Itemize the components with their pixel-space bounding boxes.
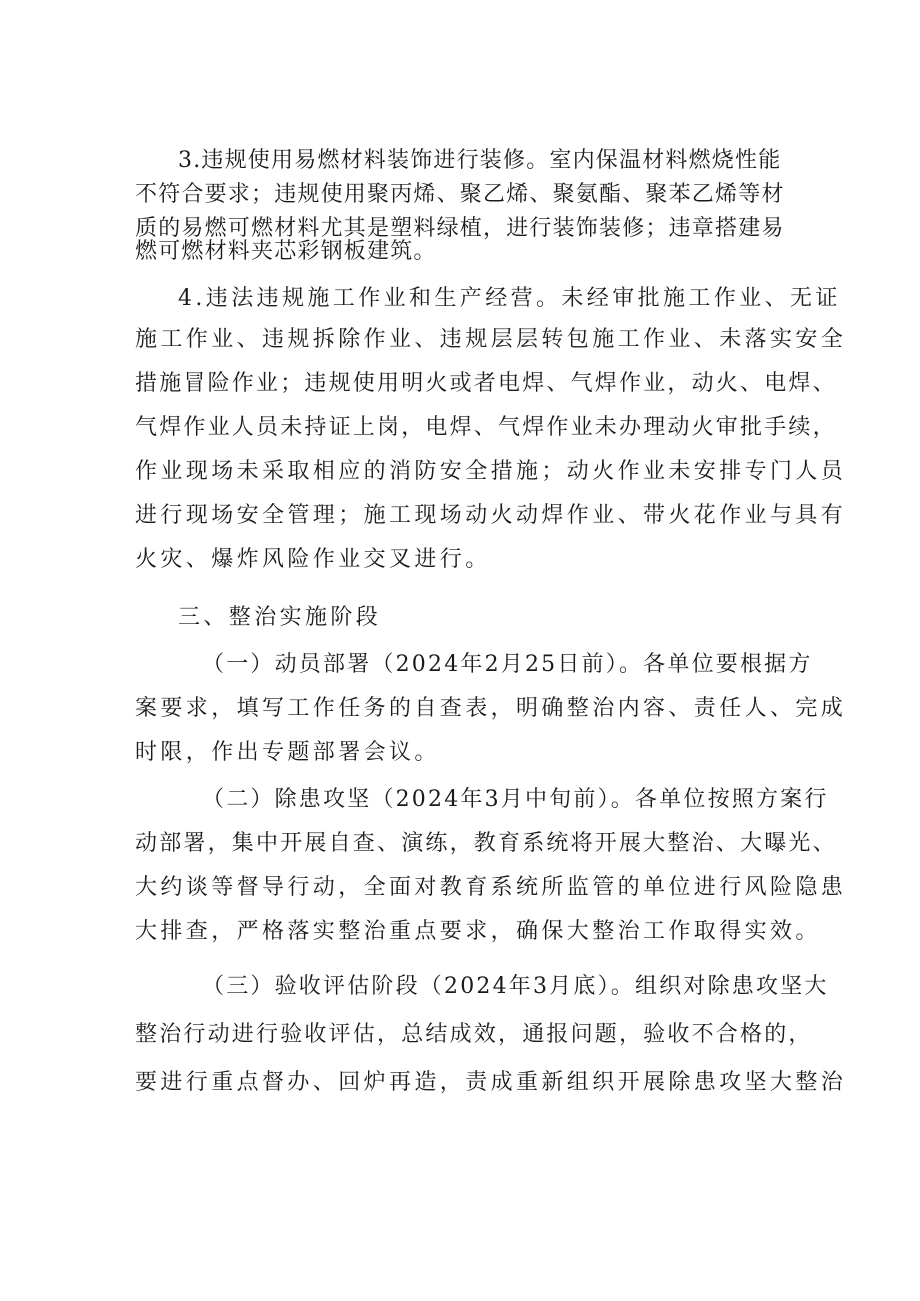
stage-1-line-1: （一）动员部署（2024年2月25日前）。各单位要根据方 bbox=[202, 652, 813, 677]
item-4-line-2: 施工作业、违规拆除作业、违规层层转包施工作业、未落实安全 bbox=[135, 327, 847, 352]
stage-1-line-2: 案要求，填写工作任务的自查表，明确整治内容、责任人、完成 bbox=[135, 696, 847, 721]
item-4-line-5: 作业现场未采取相应的消防安全措施；动火作业未安排专门人员 bbox=[135, 459, 847, 484]
stage-2-line-1: （二）除患攻坚（2024年3月中旬前）。各单位按照方案行 bbox=[202, 787, 829, 812]
item-4-line-3: 措施冒险作业；违规使用明火或者电焊、气焊作业，动火、电焊、 bbox=[135, 371, 837, 396]
stage-2-line-3: 大约谈等督导行动，全面对教育系统所监管的单位进行风险隐患 bbox=[135, 875, 847, 900]
stage-2-line-2: 动部署，集中开展自查、演练，教育系统将开展大整治、大曝光、 bbox=[135, 831, 837, 856]
item-4-line-6: 进行现场安全管理；施工现场动火动焊作业、带火花作业与具有 bbox=[135, 503, 847, 528]
stage-3-line-3: 要进行重点督办、回炉再造，责成重新组织开展除患攻坚大整治 bbox=[135, 1070, 847, 1095]
item-3-line-3: 质的易燃可燃材料尤其是塑料绿植，进行装饰装修；违章搭建易 bbox=[135, 216, 785, 241]
item-4-line-7: 火灾、爆炸风险作业交叉进行。 bbox=[135, 547, 491, 572]
stage-1-line-3: 时限，作出专题部署会议。 bbox=[135, 740, 440, 765]
stage-3-line-2: 整治行动进行验收评估，总结成效，通报问题，验收不合格的， bbox=[135, 1022, 813, 1047]
item-3-line-1: 3.违规使用易燃材料装饰进行装修。室内保温材料燃烧性能 bbox=[178, 148, 782, 173]
item-3-line-4: 燃可燃材料夹芯彩钢板建筑。 bbox=[135, 239, 437, 264]
section-3-heading: 三、整治实施阶段 bbox=[178, 605, 382, 630]
item-3-line-2: 不符合要求；违规使用聚丙烯、聚乙烯、聚氨酯、聚苯乙烯等材 bbox=[135, 182, 785, 207]
item-4-line-1: 4.违法违规施工作业和生产经营。未经审批施工作业、无证 bbox=[178, 286, 841, 311]
item-4-line-4: 气焊作业人员未持证上岗，电焊、气焊作业未办理动火审批手续， bbox=[135, 415, 837, 440]
stage-3-line-1: （三）验收评估阶段（2024年3月底）。组织对除患攻坚大 bbox=[202, 974, 829, 999]
stage-2-line-4: 大排查，严格落实整治重点要求，确保大整治工作取得实效。 bbox=[135, 919, 821, 944]
